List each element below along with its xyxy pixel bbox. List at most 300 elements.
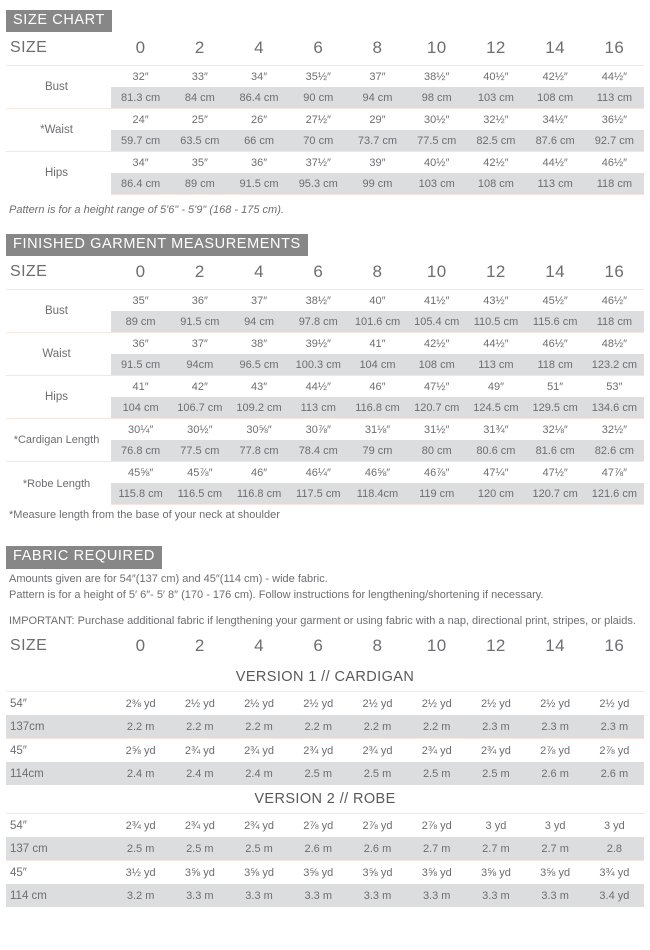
size-header-0: 0: [135, 636, 146, 656]
cell-cm: 77.8 cm: [229, 440, 288, 462]
cell-fabric-amount: 2¾ yd: [407, 739, 466, 763]
cell-cm: 77.5 cm: [170, 440, 229, 462]
cell-fabric-amount: 2½ yd: [289, 692, 348, 716]
fabric-row-label: 114 cm: [6, 884, 111, 907]
cell-cm: 124.5 cm: [466, 397, 525, 419]
cell-cm: 120.7 cm: [526, 483, 585, 505]
table-row: [6, 462, 644, 484]
cell-inches: 36″: [111, 333, 170, 355]
cell-fabric-amount: 2.7 m: [466, 837, 525, 861]
size-header-6: 6: [313, 262, 324, 282]
cell-fabric-amount: 2.5 m: [466, 762, 525, 785]
cell-inches: 38½″: [289, 290, 348, 312]
cell-inches: 33″: [170, 66, 229, 88]
cell-fabric-amount: 3⅝ yd: [289, 861, 348, 885]
size-header-label: SIZE: [10, 39, 48, 57]
cell-inches: 43½″: [466, 290, 525, 312]
cell-cm: 129.5 cm: [526, 397, 585, 419]
cell-inches: 46½″: [526, 333, 585, 355]
cell-cm: 76.8 cm: [111, 440, 170, 462]
cell-cm: 118 cm: [585, 173, 644, 195]
cell-cm: 63.5 cm: [170, 130, 229, 152]
cell-inches: 44½″: [289, 376, 348, 398]
size-header-6: 6: [313, 636, 324, 656]
cell-inches: 46½″: [585, 152, 644, 174]
size-header-10: 10: [426, 262, 447, 282]
cell-fabric-amount: 2¾ yd: [348, 739, 407, 763]
cell-inches: 39½″: [289, 333, 348, 355]
size-header-label: SIZE: [10, 637, 48, 655]
cell-fabric-amount: 3¾ yd: [585, 861, 644, 885]
cell-fabric-amount: 2.7 m: [407, 837, 466, 861]
cell-cm: 94 cm: [229, 311, 288, 333]
cell-cm: 118 cm: [585, 311, 644, 333]
cell-inches: 51″: [526, 376, 585, 398]
size-header-12: 12: [486, 262, 506, 282]
cell-cm: 104 cm: [348, 354, 407, 376]
version-title: VERSION 1 // CARDIGAN: [235, 669, 415, 686]
fabric-row-label: 137 cm: [6, 837, 111, 861]
finished-garment-note-text: *Measure length from the base of your neck at shoulder: [9, 509, 280, 522]
size-header-row: [6, 256, 644, 290]
size-header-row: [6, 630, 644, 663]
cell-cm: 103 cm: [466, 87, 525, 109]
section-badge-fabric-required: FABRIC REQUIRED: [6, 546, 162, 568]
cell-cm: 108 cm: [466, 173, 525, 195]
finished-garment-body: [6, 256, 644, 505]
size-header-6: 6: [313, 38, 324, 58]
cell-fabric-amount: 3.3 m: [170, 884, 229, 907]
cell-fabric-amount: 2.3 m: [526, 715, 585, 739]
table-row: [6, 333, 644, 355]
size-header-label: SIZE: [10, 263, 48, 281]
cell-fabric-amount: 3⅝ yd: [348, 861, 407, 885]
cell-cm: 116.8 cm: [348, 397, 407, 419]
cell-cm: 115.8 cm: [111, 483, 170, 505]
cell-fabric-amount: 2⅞ yd: [289, 814, 348, 838]
table-finished-garment: [6, 256, 644, 505]
size-header-10: 10: [426, 636, 447, 656]
cell-inches: 35″: [170, 152, 229, 174]
size-header-4: 4: [254, 262, 264, 282]
size-header-12: 12: [486, 38, 506, 58]
section-badge-finished-garment: FINISHED GARMENT MEASUREMENTS: [6, 234, 308, 256]
cell-inches: 34″: [111, 152, 170, 174]
cell-fabric-amount: 3⅝ yd: [466, 861, 525, 885]
cell-fabric-amount: 2.6 m: [526, 762, 585, 785]
cell-fabric-amount: 3.3 m: [407, 884, 466, 907]
cell-cm: 104 cm: [111, 397, 170, 419]
cell-cm: 113 cm: [466, 354, 525, 376]
cell-inches: 46″: [229, 462, 288, 484]
section-size-chart: [6, 0, 644, 216]
size-header-2: 2: [194, 262, 205, 282]
size-header-16: 16: [604, 38, 625, 58]
cell-fabric-amount: 2¾ yd: [466, 739, 525, 763]
cell-fabric-amount: 2¾ yd: [229, 814, 288, 838]
cell-inches: 47⅞″: [585, 462, 644, 484]
cell-fabric-amount: 2½ yd: [407, 692, 466, 716]
size-chart-body: [6, 32, 644, 195]
cell-fabric-amount: 2.5 m: [407, 762, 466, 785]
cell-cm: 101.6 cm: [348, 311, 407, 333]
cell-inches: 44½″: [526, 152, 585, 174]
cell-fabric-amount: 2¾ yd: [289, 739, 348, 763]
cell-cm: 99 cm: [348, 173, 407, 195]
cell-inches: 46¼″: [289, 462, 348, 484]
size-header-14: 14: [545, 636, 565, 656]
cell-fabric-amount: 2.5 m: [170, 837, 229, 861]
cell-inches: 30¼″: [111, 419, 170, 441]
cell-inches: 45⅝″: [111, 462, 170, 484]
cell-cm: 116.5 cm: [170, 483, 229, 505]
cell-cm: 70 cm: [289, 130, 348, 152]
cell-inches: 40½″: [407, 152, 466, 174]
fabric-row-label: 45″: [6, 739, 111, 763]
table-row: [6, 376, 644, 398]
cell-cm: 82.6 cm: [585, 440, 644, 462]
cell-cm: 80.6 cm: [466, 440, 525, 462]
fabric-row-label: 114cm: [6, 762, 111, 785]
cell-cm: 84 cm: [170, 87, 229, 109]
cell-cm: 113 cm: [526, 173, 585, 195]
cell-inches: 31½″: [407, 419, 466, 441]
fabric-intro: [6, 569, 644, 631]
cell-cm: 73.7 cm: [348, 130, 407, 152]
cell-fabric-amount: 2.2 m: [229, 715, 288, 739]
row-label-bust: Bust: [6, 66, 111, 109]
cell-cm: 89 cm: [170, 173, 229, 195]
cell-fabric-amount: 2.5 m: [289, 762, 348, 785]
cell-inches: 36″: [229, 152, 288, 174]
cell-cm: 77.5 cm: [407, 130, 466, 152]
cell-inches: 25″: [170, 109, 229, 131]
section-finished-garment: [6, 216, 644, 524]
cell-inches: 40½″: [466, 66, 525, 88]
cell-fabric-amount: 2½ yd: [526, 692, 585, 716]
table-row: [6, 715, 644, 739]
cell-inches: 29″: [348, 109, 407, 131]
table-row: [6, 152, 644, 174]
version-title-row: [6, 663, 644, 692]
cell-inches: 30½″: [170, 419, 229, 441]
table-row: [6, 884, 644, 907]
size-header-0: 0: [135, 262, 146, 282]
cell-fabric-amount: 2.2 m: [170, 715, 229, 739]
cell-fabric-amount: 2.3 m: [585, 715, 644, 739]
cell-cm: 79 cm: [348, 440, 407, 462]
row-label-hips: Hips: [6, 152, 111, 195]
fabric-row-label: 54″: [6, 814, 111, 838]
cell-cm: 119 cm: [407, 483, 466, 505]
cell-inches: 35½″: [289, 66, 348, 88]
cell-inches: 46⅝″: [348, 462, 407, 484]
cell-cm: 94 cm: [348, 87, 407, 109]
fabric-important-note: IMPORTANT: Purchase additional fabric if lengthening your garment or using fabric with a nap, directional print, stripes, or plaids.: [9, 615, 636, 628]
table-size-chart: [6, 32, 644, 195]
cell-fabric-amount: 3 yd: [585, 814, 644, 838]
cell-cm: 82.5 cm: [466, 130, 525, 152]
cell-fabric-amount: 2.4 m: [170, 762, 229, 785]
cell-inches: 38″: [229, 333, 288, 355]
cell-inches: 45⅞″: [170, 462, 229, 484]
fabric-intro-line2: Pattern is for a height of 5′ 6″- 5′ 8″ (170 - 176 cm). Follow instructions for lengthening/shortening if necessary.: [9, 588, 544, 601]
cell-cm: 115.6 cm: [526, 311, 585, 333]
table-row: [6, 814, 644, 838]
cell-cm: 89 cm: [111, 311, 170, 333]
cell-cm: 86.4 cm: [229, 87, 288, 109]
cell-fabric-amount: 2.2 m: [111, 715, 170, 739]
size-header-8: 8: [372, 636, 383, 656]
cell-fabric-amount: 3⅝ yd: [526, 861, 585, 885]
fabric-row-label: 54″: [6, 692, 111, 716]
row-label-robelength: *Robe Length: [6, 462, 111, 505]
cell-inches: 26″: [229, 109, 288, 131]
cell-cm: 66 cm: [229, 130, 288, 152]
cell-fabric-amount: 2.3 m: [466, 715, 525, 739]
cell-inches: 53″: [585, 376, 644, 398]
cell-fabric-amount: 2.2 m: [407, 715, 466, 739]
size-header-10: 10: [426, 38, 447, 58]
cell-cm: 91.5 cm: [170, 311, 229, 333]
size-header-8: 8: [372, 262, 383, 282]
size-header-row: [6, 32, 644, 66]
cell-inches: 41″: [111, 376, 170, 398]
cell-fabric-amount: 3⅝ yd: [170, 861, 229, 885]
cell-fabric-amount: 2⅞ yd: [526, 739, 585, 763]
cell-inches: 37″: [229, 290, 288, 312]
size-header-8: 8: [372, 38, 383, 58]
size-header-16: 16: [604, 636, 625, 656]
cell-cm: 120 cm: [466, 483, 525, 505]
cell-cm: 110.5 cm: [466, 311, 525, 333]
cell-fabric-amount: 2.6 m: [585, 762, 644, 785]
cell-fabric-amount: 2½ yd: [585, 692, 644, 716]
cell-inches: 49″: [466, 376, 525, 398]
cell-cm: 108 cm: [526, 87, 585, 109]
cell-fabric-amount: 2½ yd: [229, 692, 288, 716]
cell-inches: 30⅝″: [229, 419, 288, 441]
cell-inches: 27½″: [289, 109, 348, 131]
cell-cm: 59.7 cm: [111, 130, 170, 152]
cell-fabric-amount: 3.3 m: [466, 884, 525, 907]
row-label-hips: Hips: [6, 376, 111, 419]
cell-cm: 106.7 cm: [170, 397, 229, 419]
cell-inches: 30½″: [407, 109, 466, 131]
cell-inches: 34½″: [526, 109, 585, 131]
size-header-14: 14: [545, 38, 565, 58]
cell-inches: 40″: [348, 290, 407, 312]
cell-fabric-amount: 2½ yd: [348, 692, 407, 716]
cell-inches: 38½″: [407, 66, 466, 88]
cell-inches: 37½″: [289, 152, 348, 174]
cell-fabric-amount: 2½ yd: [466, 692, 525, 716]
cell-fabric-amount: 2.6 m: [289, 837, 348, 861]
table-row: [6, 66, 644, 88]
table-row: [6, 109, 644, 131]
table-fabric-required: [6, 630, 644, 907]
cell-cm: 116.8 cm: [229, 483, 288, 505]
cell-fabric-amount: 3.4 yd: [585, 884, 644, 907]
fabric-required-body: [6, 630, 644, 907]
table-row: [6, 762, 644, 785]
cell-inches: 43″: [229, 376, 288, 398]
cell-fabric-amount: 2.5 m: [111, 837, 170, 861]
cell-cm: 94cm: [170, 354, 229, 376]
cell-inches: 31¾″: [466, 419, 525, 441]
cell-inches: 45½″: [526, 290, 585, 312]
cell-fabric-amount: 2⅝ yd: [111, 739, 170, 763]
cell-cm: 98 cm: [407, 87, 466, 109]
cell-fabric-amount: 2⅞ yd: [348, 814, 407, 838]
cell-inches: 37″: [348, 66, 407, 88]
cell-inches: 32½″: [585, 419, 644, 441]
cell-inches: 46½″: [585, 290, 644, 312]
cell-cm: 121.6 cm: [585, 483, 644, 505]
cell-inches: 47½″: [407, 376, 466, 398]
cell-inches: 41½″: [407, 290, 466, 312]
table-row: [6, 419, 644, 441]
cell-cm: 97.8 cm: [289, 311, 348, 333]
cell-inches: 46″: [348, 376, 407, 398]
cell-fabric-amount: 2.5 m: [229, 837, 288, 861]
cell-inches: 41″: [348, 333, 407, 355]
fabric-row-label: 137cm: [6, 715, 111, 739]
cell-cm: 78.4 cm: [289, 440, 348, 462]
cell-inches: 42½″: [466, 152, 525, 174]
cell-cm: 86.4 cm: [111, 173, 170, 195]
cell-fabric-amount: 2.2 m: [348, 715, 407, 739]
cell-cm: 117.5 cm: [289, 483, 348, 505]
cell-fabric-amount: 3⅝ yd: [407, 861, 466, 885]
cell-inches: 31⅛″: [348, 419, 407, 441]
cell-cm: 120.7 cm: [407, 397, 466, 419]
table-row: [6, 861, 644, 885]
fabric-intro-line1: Amounts given are for 54″(137 cm) and 45″(114 cm) - wide fabric.: [9, 572, 328, 585]
cell-inches: 48½″: [585, 333, 644, 355]
cell-fabric-amount: 3.2 m: [111, 884, 170, 907]
size-header-14: 14: [545, 262, 565, 282]
cell-cm: 91.5 cm: [229, 173, 288, 195]
cell-inches: 24″: [111, 109, 170, 131]
cell-cm: 87.6 cm: [526, 130, 585, 152]
cell-cm: 108 cm: [407, 354, 466, 376]
row-label-bust: Bust: [6, 290, 111, 333]
cell-cm: 109.2 cm: [229, 397, 288, 419]
cell-fabric-amount: 3.3 m: [348, 884, 407, 907]
row-label-waist: *Waist: [6, 109, 111, 152]
cell-fabric-amount: 3.3 m: [526, 884, 585, 907]
size-header-4: 4: [254, 636, 264, 656]
cell-inches: 35″: [111, 290, 170, 312]
cell-cm: 91.5 cm: [111, 354, 170, 376]
cell-fabric-amount: 2.6 m: [348, 837, 407, 861]
size-header-2: 2: [194, 38, 205, 58]
cell-fabric-amount: 3 yd: [526, 814, 585, 838]
cell-cm: 90 cm: [289, 87, 348, 109]
cell-inches: 42½″: [526, 66, 585, 88]
cell-fabric-amount: 3.3 m: [289, 884, 348, 907]
size-header-12: 12: [486, 636, 506, 656]
fabric-row-label: 45″: [6, 861, 111, 885]
cell-inches: 44½″: [585, 66, 644, 88]
cell-fabric-amount: 2.4 m: [111, 762, 170, 785]
cell-fabric-amount: 2.7 m: [526, 837, 585, 861]
table-row: [6, 290, 644, 312]
cell-cm: 113 cm: [585, 87, 644, 109]
cell-fabric-amount: 2.5 m: [348, 762, 407, 785]
cell-cm: 105.4 cm: [407, 311, 466, 333]
cell-cm: 103 cm: [407, 173, 466, 195]
cell-fabric-amount: 2¾ yd: [170, 814, 229, 838]
cell-fabric-amount: 2¾ yd: [229, 739, 288, 763]
cell-inches: 32″: [111, 66, 170, 88]
finished-garment-note: [6, 505, 644, 524]
cell-fabric-amount: 2¾ yd: [170, 739, 229, 763]
cell-fabric-amount: 2.2 m: [289, 715, 348, 739]
size-header-0: 0: [135, 38, 146, 58]
cell-inches: 39″: [348, 152, 407, 174]
cell-inches: 32⅛″: [526, 419, 585, 441]
size-header-4: 4: [254, 38, 264, 58]
cell-fabric-amount: 2½ yd: [170, 692, 229, 716]
table-row: [6, 739, 644, 763]
cell-inches: 32½″: [466, 109, 525, 131]
version-title-row: [6, 785, 644, 814]
cell-cm: 96.5 cm: [229, 354, 288, 376]
table-row: [6, 837, 644, 861]
cell-fabric-amount: 3 yd: [466, 814, 525, 838]
cell-cm: 92.7 cm: [585, 130, 644, 152]
cell-inches: 47½″: [526, 462, 585, 484]
cell-inches: 36″: [170, 290, 229, 312]
cell-fabric-amount: 2¾ yd: [111, 814, 170, 838]
cell-cm: 134.6 cm: [585, 397, 644, 419]
table-row: [6, 692, 644, 716]
cell-cm: 113 cm: [289, 397, 348, 419]
cell-cm: 80 cm: [407, 440, 466, 462]
section-fabric-required: [6, 524, 644, 907]
cell-cm: 118.4cm: [348, 483, 407, 505]
size-header-16: 16: [604, 262, 625, 282]
cell-fabric-amount: 2⅞ yd: [585, 739, 644, 763]
row-label-waist: Waist: [6, 333, 111, 376]
cell-inches: 46⅞″: [407, 462, 466, 484]
cell-cm: 95.3 cm: [289, 173, 348, 195]
cell-fabric-amount: 2⅞ yd: [407, 814, 466, 838]
cell-inches: 47¼″: [466, 462, 525, 484]
row-label-cardiganlength: *Cardigan Length: [6, 419, 111, 462]
size-header-2: 2: [194, 636, 205, 656]
cell-fabric-amount: 2.4 m: [229, 762, 288, 785]
cell-inches: 34″: [229, 66, 288, 88]
cell-cm: 118 cm: [526, 354, 585, 376]
cell-cm: 81.3 cm: [111, 87, 170, 109]
cell-inches: 30⅞″: [289, 419, 348, 441]
cell-fabric-amount: 2.8: [585, 837, 644, 861]
version-title: VERSION 2 // ROBE: [254, 791, 396, 808]
size-chart-note: Pattern is for a height range of 5'6" - 5'9" (168 - 175 cm).: [9, 204, 284, 217]
cell-inches: 42½″: [407, 333, 466, 355]
cell-inches: 42″: [170, 376, 229, 398]
cell-fabric-amount: 2⅜ yd: [111, 692, 170, 716]
section-badge-size-chart: SIZE CHART: [6, 10, 112, 32]
cell-cm: 123.2 cm: [585, 354, 644, 376]
cell-fabric-amount: 3⅝ yd: [229, 861, 288, 885]
cell-fabric-amount: 3.3 m: [229, 884, 288, 907]
cell-inches: 37″: [170, 333, 229, 355]
cell-fabric-amount: 3½ yd: [111, 861, 170, 885]
